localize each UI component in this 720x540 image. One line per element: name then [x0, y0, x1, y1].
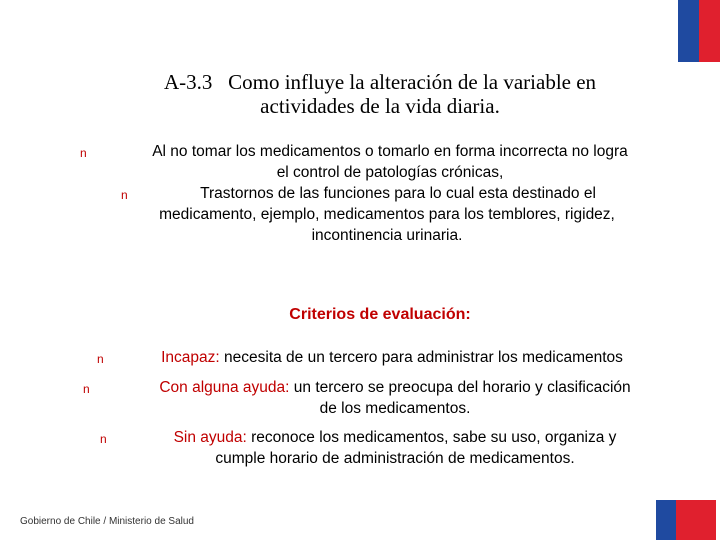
criterion-2-label: Con alguna ayuda:	[159, 379, 290, 396]
paragraph-1-line-1: Al no tomar los medicamentos o tomarlo en forma incorrecta no logra	[152, 143, 628, 160]
criterion-3-line-1	[120, 427, 670, 448]
slide-title	[120, 70, 640, 118]
section-title: Criterios de evaluación:	[289, 306, 471, 323]
criterion-con-ayuda	[100, 377, 690, 419]
bullet-icon: n	[97, 352, 104, 366]
paragraph-1	[100, 141, 680, 183]
bullet-icon: n	[80, 146, 87, 160]
chile-flag-bottom	[656, 500, 716, 540]
paragraph-1-line-2: el control de patologías crónicas,	[276, 164, 504, 181]
flag-red-stripe	[676, 500, 716, 540]
criterion-2-line-2: de los medicamentos.	[319, 400, 471, 417]
paragraph-2-line-2: medicamento, ejemplo, medicamentos para los temblores, rigidez,	[159, 206, 615, 223]
criterion-3-label: Sin ayuda:	[173, 429, 247, 446]
footer-text: Gobierno de Chile / Ministerio de Salud	[20, 516, 194, 527]
criterion-2-text: un tercero se preocupa del horario y clasificación	[289, 379, 631, 396]
criterion-1-line-1	[112, 347, 672, 368]
bullet-icon: n	[121, 188, 128, 202]
paragraph-2	[112, 183, 662, 246]
paragraph-2-line-3: incontinencia urinaria.	[311, 227, 463, 244]
bullet-icon: n	[83, 382, 90, 396]
flag-blue-stripe	[678, 0, 699, 62]
criterion-2-line-1	[100, 377, 690, 398]
criterion-sin-ayuda-block	[120, 427, 670, 469]
flag-blue-stripe	[656, 500, 676, 540]
criterion-1-text: necesita de un tercero para administrar los medicamentos	[219, 349, 623, 366]
title-line-2: actividades de la vida diaria.	[260, 94, 500, 118]
criterion-1-label: Incapaz:	[161, 349, 220, 366]
criterion-incapaz	[112, 347, 672, 368]
title-line-1: A-3.3 Como influye la alteración de la variable en	[163, 70, 597, 94]
bullet-icon: n	[100, 432, 107, 446]
paragraph-2-line-1: Trastornos de las funciones para lo cual esta destinado el	[200, 185, 596, 202]
flag-red-stripe	[699, 0, 720, 62]
criterion-3-text: reconoce los medicamentos, sabe su uso, organiza y	[246, 429, 617, 446]
chile-flag-top	[678, 0, 720, 62]
criterion-3-line-2: cumple horario de administración de medicamentos.	[215, 450, 575, 467]
